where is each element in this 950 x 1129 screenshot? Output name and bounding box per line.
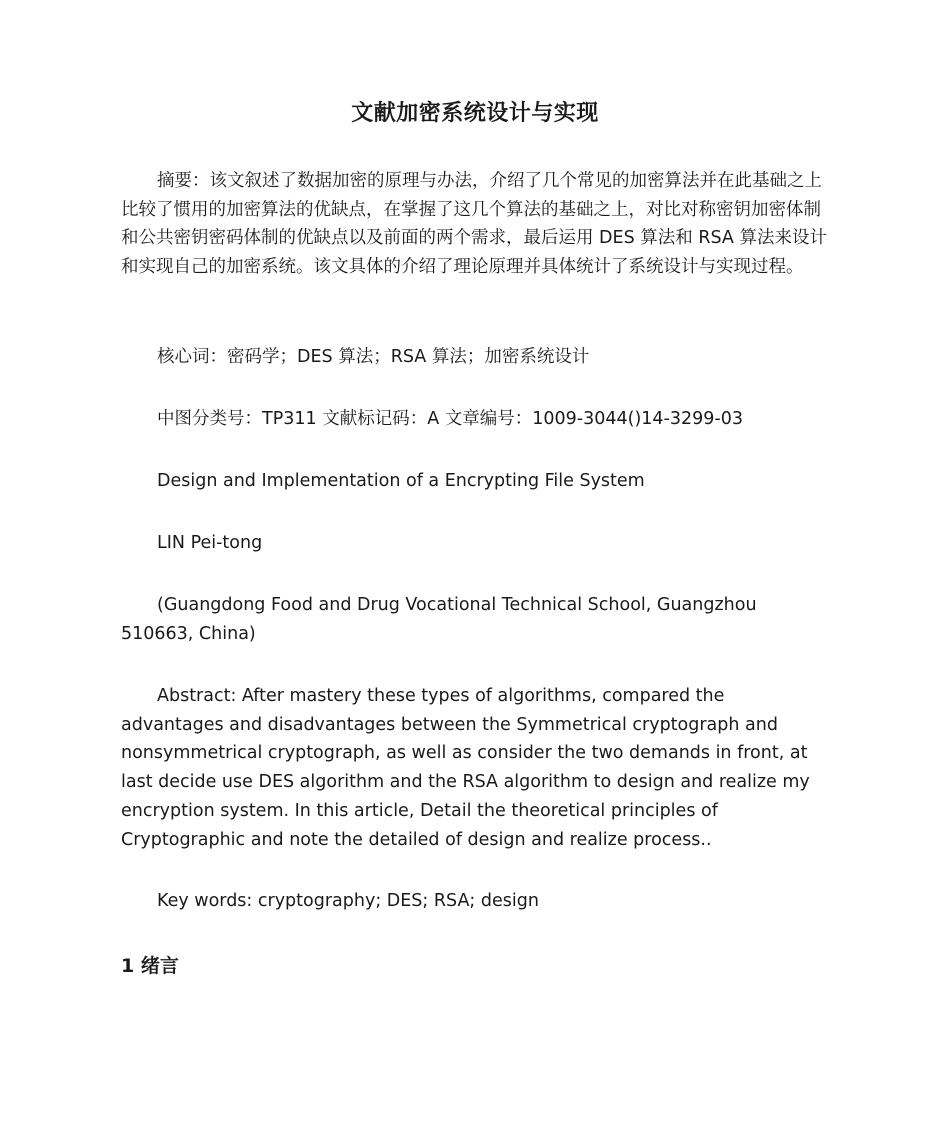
document-title: 文献加密系统设计与实现 [351, 101, 599, 126]
english-title: Design and Implementation of a Encrypting File System [157, 471, 645, 491]
author-affiliation: (Guangdong Food and Drug Vocational Technical School, Guangzhou 510663, China) [121, 595, 757, 644]
classification-line: 中图分类号：TP311 文献标记码：A 文章编号：1009-3044()14-3299-03 [157, 409, 743, 429]
section-heading-introduction: 1 绪言 [121, 955, 179, 977]
keywords-english: Key words: cryptography; DES; RSA; design [157, 891, 539, 911]
abstract-english: Abstract: After mastery these types of algorithms, compared the advantages and disadvantages between the Symmetrical cryptograph and nonsymmetrical cryptograph, as well as consider the two demands in front, at last decide use DES algorithm and the RSA algorithm to design and realize my encryption system. In this article, Detail the theoretical principles of Cryptographic and note the detailed of design and realize process.. [121, 686, 810, 850]
abstract-chinese: 摘要：该文叙述了数据加密的原理与办法，介绍了几个常见的加密算法并在此基础之上比较了惯用的加密算法的优缺点，在掌握了这几个算法的基础之上，对比对称密钥加密体制和公共密钥密码体制的优缺点以及前面的两个需求，最后运用 DES 算法和 RSA 算法来设计和实现自己的加密系统。该文具体的介绍了理论原理并具体统计了系统设计与实现过程。 [121, 171, 827, 278]
author-name: LIN Pei-tong [157, 533, 263, 553]
keywords-chinese: 核心词：密码学；DES 算法；RSA 算法；加密系统设计 [157, 347, 590, 367]
